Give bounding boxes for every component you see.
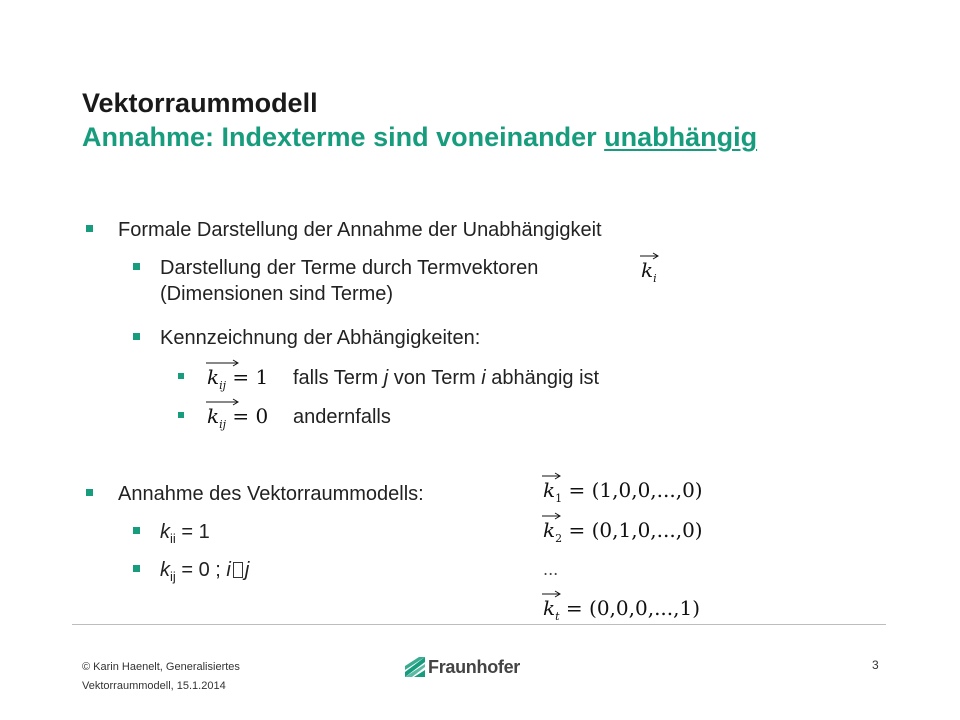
vector-arrow-icon: [205, 397, 241, 407]
bullet-marker: [133, 333, 140, 340]
title-underlined-word: unabhängig: [604, 122, 758, 152]
footer-divider: [72, 624, 886, 625]
vector-arrow-icon: [541, 511, 563, 521]
formula-vector-kt: $k_t = (0,0,0,...,1)$: [543, 596, 700, 623]
bullet-marker: [133, 263, 140, 270]
vector-arrow-icon: [541, 471, 563, 481]
formula-k-i: $k_i$: [641, 258, 657, 285]
vector-arrow-icon: [205, 358, 241, 368]
formula-vector-k1: $k_1 = (1,0,0,...,0)$: [543, 478, 703, 505]
footer-credit: © Karin Haenelt, Generalisiertes Vektorraummodell, 15.1.2014: [82, 661, 240, 692]
title-line-2: Annahme: Indexterme sind voneinander unabhängig: [82, 122, 758, 152]
fraunhofer-mark-icon: [404, 656, 426, 678]
bullet-marker: [133, 527, 140, 534]
formula-kij-eq-0: $k_{ij} = 0$: [207, 404, 268, 431]
formula-kij-eq-1: $k_{ij} = 1$: [207, 365, 268, 392]
text-andernfalls: andernfalls: [293, 406, 391, 428]
slide-title: [82, 86, 757, 154]
bullet-marker: [133, 565, 140, 572]
formula-vector-k2: $k_2 = (0,1,0,...,0)$: [543, 518, 703, 545]
bullet-termvektoren: Darstellung der Terme durch Termvektoren (Dimensionen sind Terme): [160, 257, 539, 305]
unsupported-glyph: [233, 562, 243, 578]
text-falls-abhaengig: falls Term j von Term i abhängig ist: [293, 367, 600, 389]
bullet-kij: $k_{ij} = 0$ ; i j: [160, 559, 250, 584]
bullet-annahme-vrm: Annahme des Vektorraummodells:: [118, 483, 424, 505]
vector-arrow-icon: [541, 589, 563, 599]
formula-dots: ...: [543, 560, 559, 579]
bullet-marker: [86, 489, 93, 496]
bullet-marker: [178, 412, 184, 418]
bullet-kennzeichnung: Kennzeichnung der Abhängigkeiten:: [160, 327, 481, 349]
bullet-formal: Formale Darstellung der Annahme der Unabhängigkeit: [118, 219, 602, 241]
vector-arrow-icon: [639, 251, 661, 261]
bullet-marker: [86, 225, 93, 232]
fraunhofer-logo: [404, 656, 524, 680]
bullet-marker: [178, 373, 184, 379]
bullet-kii: $k_{ii} = 1$: [160, 521, 210, 546]
logo-text: Fraunhofer: [428, 657, 521, 677]
page-number: 3: [872, 658, 879, 672]
title-line-1: Vektorraummodell: [82, 88, 318, 118]
